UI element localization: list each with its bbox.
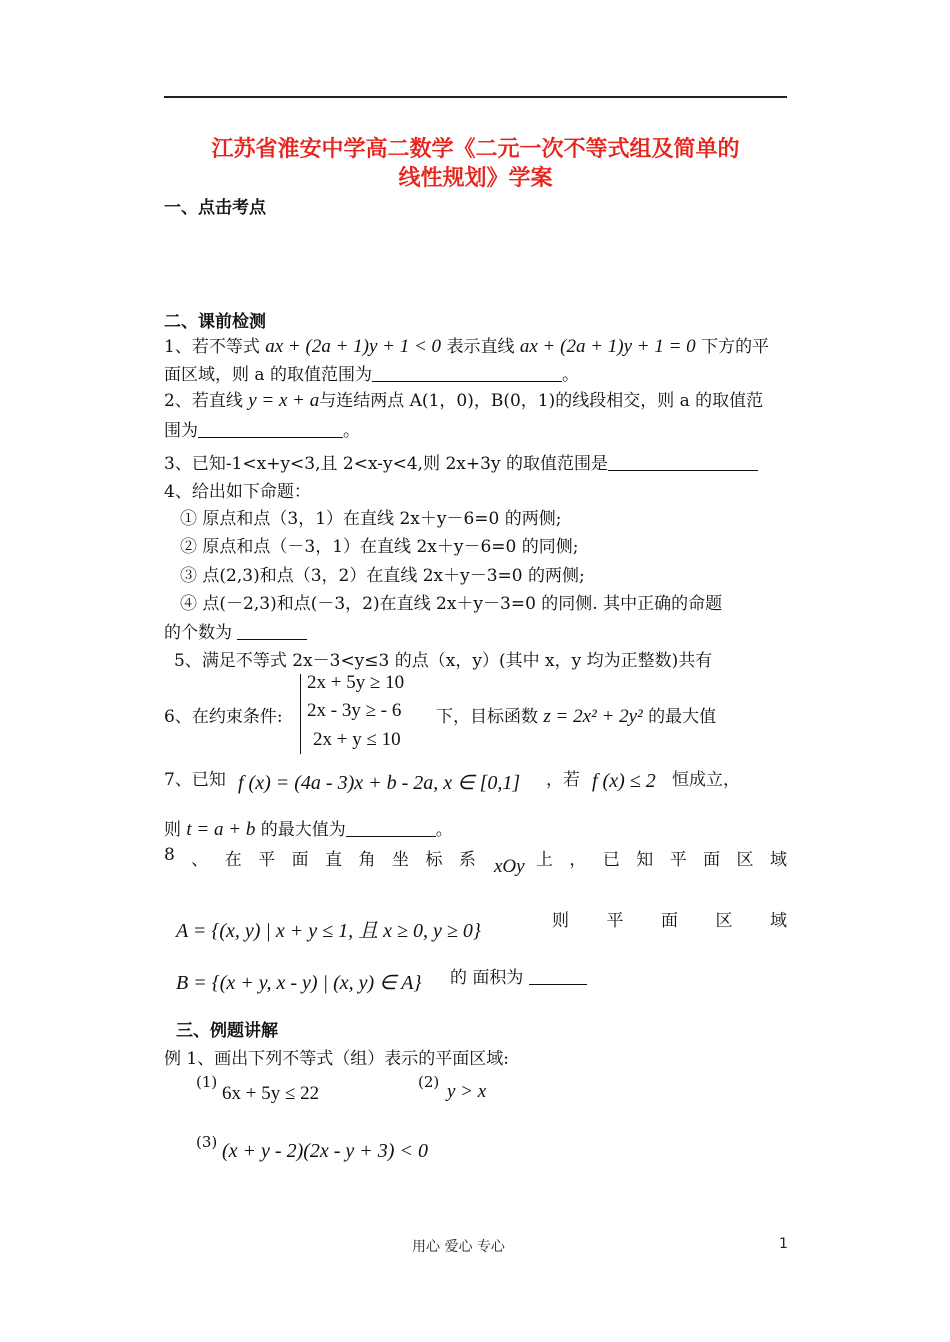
q7-text-b: ，若 <box>546 770 580 790</box>
q8-end-text: 的 面积为 <box>450 968 524 988</box>
q6-constraint-2: 2x - 3y ≥ - 6 <box>307 700 402 721</box>
ex1-expr-1: 6x + 5y ≤ 22 <box>222 1083 320 1104</box>
q8-char: 平 <box>669 850 687 870</box>
section-heading-2: 二、课前检测 <box>164 312 266 332</box>
q8-char: 平 <box>258 850 276 870</box>
q7-function: f (x) = (4a - 3)x + b - 2a, x ∈ [0,1] <box>238 772 521 794</box>
q3-text: 3、已知-1<x+y<3,且 2<x-y<4,则 2x+3y 的取值范围是 <box>164 454 608 474</box>
q8-char: 则 <box>552 911 569 931</box>
q8-char: 系 <box>458 850 476 870</box>
q2-text-a: 2、若直线 <box>164 391 243 411</box>
ex1-num-3: (3) <box>196 1133 218 1151</box>
q7-text-c: 恒成立， <box>672 770 740 790</box>
q4-item-4: ④ 点(－2,3)和点(－3，2)在直线 2x＋y－3=0 的同侧. 其中正确的命题 <box>180 594 723 614</box>
q1-text-a: 1、若不等式 <box>164 337 260 357</box>
q4-tail-text: 的个数为 <box>164 623 232 643</box>
question-2-line-2 <box>164 416 360 441</box>
question-2-line-1 <box>164 386 763 412</box>
q6-constraint-3: 2x + y ≤ 10 <box>313 729 401 750</box>
q2-end: 。 <box>343 421 360 441</box>
q8-char: 上 <box>536 850 553 870</box>
page-number: 1 <box>779 1236 788 1252</box>
q8-char: 知 <box>636 850 654 870</box>
q6-line <box>436 702 716 728</box>
q7-end: 。 <box>435 820 453 840</box>
q1-formula-2: ax + (2a + 1)y + 1 = 0 <box>519 336 696 357</box>
q6-text-b: 下，目标函数 <box>436 707 538 727</box>
question-5: 5、满足不等式 2x－3<y≤3 的点（x，y）(其中 x，y 均为正整数)共有 <box>174 651 713 671</box>
section-heading-3: 三、例题讲解 <box>176 1021 278 1041</box>
q4-tail <box>164 618 307 643</box>
q8-char: 面 <box>661 911 678 931</box>
q1-end: 。 <box>561 365 579 385</box>
ex1-num-2: (2) <box>418 1073 440 1091</box>
q8-char: 坐 <box>392 850 409 870</box>
q7-condition: f (x) ≤ 2 <box>592 770 656 792</box>
q8-line-1-left <box>164 845 476 870</box>
q8-char: 标 <box>425 850 443 870</box>
q8-char: 面 <box>703 850 721 870</box>
q8-char: 在 <box>224 850 242 870</box>
q1-text-b: 表示直线 <box>446 337 515 357</box>
q1-formula-1: ax + (2a + 1)y + 1 < 0 <box>265 336 442 357</box>
section-heading-1: 一、点击考点 <box>164 198 266 218</box>
q8-set-a: A = {(x, y) | x + y ≤ 1, 且 x ≥ 0, y ≥ 0} <box>176 920 481 942</box>
q8-char: 域 <box>769 850 787 870</box>
footer-slogan: 用心 爱心 专心 <box>412 1239 505 1255</box>
ex1-expr-2: y > x <box>447 1081 487 1102</box>
q7-text-a: 7、已知 <box>164 770 226 790</box>
q7-line-2 <box>164 815 453 841</box>
question-1-line-2 <box>164 360 579 385</box>
q2-text-b: 与连结两点 A(1，0)，B(0，1)的线段相交，则 a 的取值范 <box>319 391 764 411</box>
q6-text-c: 的最大值 <box>648 707 717 727</box>
constraint-brace <box>300 674 301 754</box>
title-line-1: 江苏省淮安中学高二数学《二元一次不等式组及简单的 <box>211 137 740 162</box>
question-4-intro: 4、给出如下命题： <box>164 482 311 502</box>
q7-text-line2b: 的最大值为 <box>260 820 346 840</box>
q1-text-line2: 面区域，则 a 的取值范围为 <box>164 365 372 385</box>
q2-formula: y = x + a <box>248 390 320 411</box>
example-1-intro: 例 1、画出下列不等式（组）表示的平面区域: <box>164 1049 509 1069</box>
q8-char: 8 <box>164 845 175 865</box>
q8-answer-blank[interactable] <box>529 984 587 985</box>
q4-item-2: ② 原点和点（－3，1）在直线 2x＋y－6=0 的同侧; <box>180 537 579 557</box>
q4-answer-blank[interactable] <box>237 639 307 640</box>
title-line-2: 线性规划》学案 <box>398 166 553 191</box>
q4-item-3: ③ 点(2,3)和点（3，2）在直线 2x＋y－3=0 的两侧; <box>180 566 585 586</box>
q8-line-1-right <box>536 845 787 870</box>
question-3 <box>164 449 758 474</box>
q6-objective: z = 2x² + 2y² <box>543 706 643 727</box>
q8-char: 区 <box>715 911 733 931</box>
q7-text-line2a: 则 <box>164 820 181 840</box>
q1-answer-blank[interactable] <box>372 381 562 382</box>
q8-char: ， <box>569 850 587 870</box>
ex1-expr-3: (x + y - 2)(2x - y + 3) < 0 <box>222 1140 428 1162</box>
q8-char: 已 <box>602 850 620 870</box>
q8-char: 平 <box>606 911 624 931</box>
q8-line-2-right <box>552 906 787 931</box>
q1-text-c: 下方的平 <box>701 337 770 357</box>
q8-char: 直 <box>325 850 343 870</box>
q3-answer-blank[interactable] <box>608 470 758 471</box>
q8-char: 区 <box>736 850 754 870</box>
ex1-num-1: (1) <box>196 1073 218 1091</box>
q2-answer-blank[interactable] <box>198 437 343 438</box>
q2-text-line2: 围为 <box>164 421 198 441</box>
q8-char: 角 <box>358 850 376 870</box>
q6-constraint-1: 2x + 5y ≥ 10 <box>307 672 405 693</box>
q8-set-b: B = {(x + y, x - y) | (x, y) ∈ A} <box>176 972 422 994</box>
q8-char: 、 <box>191 850 209 870</box>
q7-target: t = a + b <box>186 819 256 840</box>
q8-char: 域 <box>770 911 787 931</box>
question-1-line-1 <box>164 332 769 358</box>
q8-coordinate-system: xOy <box>494 856 525 877</box>
q6-text-a: 6、在约束条件: <box>164 707 283 727</box>
q7-answer-blank[interactable] <box>346 836 436 837</box>
q4-item-1: ① 原点和点（3，1）在直线 2x＋y－6=0 的两侧; <box>180 509 562 529</box>
q8-char: 面 <box>291 850 309 870</box>
q8-end-line <box>450 963 587 988</box>
header-rule <box>164 96 787 98</box>
